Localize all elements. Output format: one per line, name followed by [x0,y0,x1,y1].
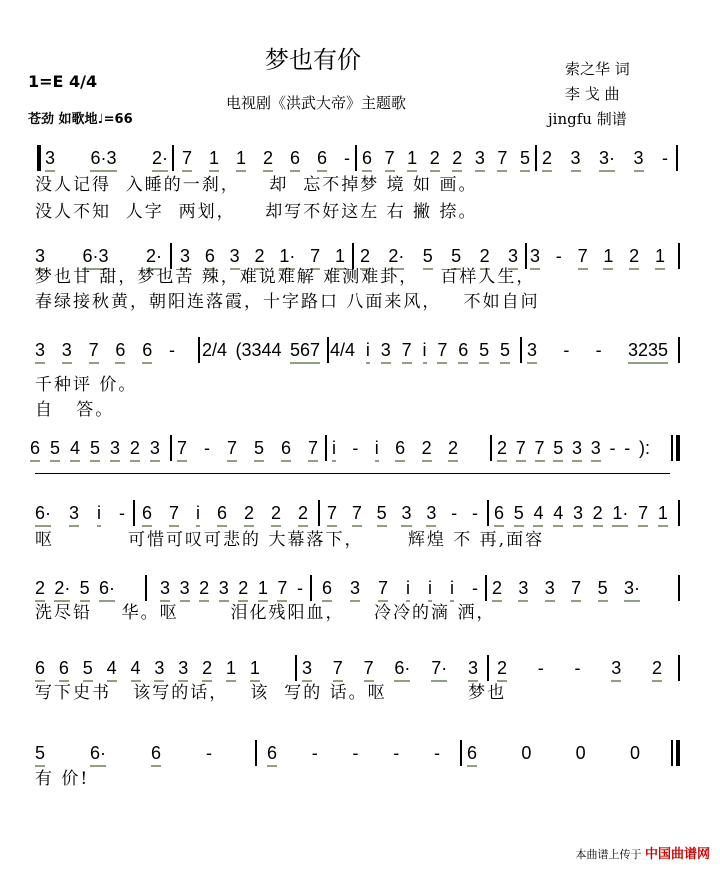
note: 7 [182,148,192,172]
note: 3 [230,246,240,270]
note: 2 [254,246,264,270]
note: 6 [281,438,291,462]
note: 3 [350,578,360,602]
note: 5 [377,503,387,527]
note: 7 [571,578,581,602]
measure [527,340,668,364]
note: - [624,438,631,458]
note: 7 [333,658,343,682]
note: 7 [638,503,648,527]
measure [267,743,440,767]
note: 6·3 [82,246,108,270]
note: 1 [655,246,665,270]
note: 4 [553,503,563,527]
note: 3 [62,340,72,364]
note: 2 [452,148,462,172]
note: 2· [146,246,162,270]
note: 1· [612,503,628,527]
note: 3 [545,578,555,602]
note: 2 [629,246,639,270]
note: 5 [451,246,461,270]
note: 3 [381,340,391,364]
note: 2 [202,658,212,682]
note: 6 [317,148,327,172]
note: 3 [475,148,485,172]
final-barline [671,435,673,461]
note: 7 [227,438,237,462]
site-logo[interactable]: 中国曲谱网 [644,847,710,862]
barline [460,740,462,766]
note: 7 [578,246,588,270]
note: 2 [263,148,273,172]
note: - [555,246,562,266]
note: 6 [59,658,69,682]
note: 3 [110,438,120,462]
note: 3 [591,438,601,462]
note: 5 [479,340,489,364]
measure [327,503,478,527]
note: 5 [50,438,60,462]
measure [142,503,308,527]
note: 6 [142,340,152,364]
note: 6 [205,246,215,270]
note: 6· [99,578,115,602]
note: 7 [169,503,179,527]
final-barline [671,740,673,766]
note: 7 [497,148,507,172]
barline [327,337,329,363]
note: 7 [516,438,526,462]
note: - [352,438,359,458]
lyric-line: 有 价! [35,769,90,789]
note: 7 [378,578,388,602]
note: 7 [385,148,395,172]
note: 2 [271,503,281,527]
note: 7 [327,503,337,527]
note: 5 [514,503,524,527]
note: 7 [277,578,287,602]
note: 3 [160,578,170,602]
note: 1 [236,148,246,172]
note: 2· [54,578,70,602]
note: 6 [458,340,468,364]
barline [198,337,200,363]
note: 1 [209,148,219,172]
note: 3· [624,578,640,602]
note: 1 [603,246,613,270]
note: 6·3 [90,148,116,172]
note: 3 [634,148,644,172]
measure [542,148,668,172]
note: 2· [152,148,168,172]
measure [332,438,458,462]
barline [678,655,680,681]
note: - [296,578,303,598]
note: 4/4 [330,340,356,360]
note: 2 [238,578,248,602]
tempo-marking: 苍劲 如歌地♩=66 [28,112,133,127]
note: 1 [226,658,236,682]
note: 7 [352,503,362,527]
barline [325,435,327,461]
note: 3 [518,578,528,602]
note: 3 [571,148,581,172]
measure [494,503,668,527]
barline [535,145,537,171]
barline [490,435,492,461]
note: 3 [150,438,160,462]
note: 7 [437,340,447,364]
note: - [662,148,668,168]
note: 3· [599,148,615,172]
note: 2 [593,503,603,527]
note: 6 [362,148,372,172]
measure [497,438,650,462]
note: i [332,438,336,462]
note: 2 [497,658,507,682]
barline [255,740,257,766]
note: 6· [35,503,51,527]
note: 5 [500,340,510,364]
measure [467,743,640,767]
note: 3 [611,658,621,682]
note: 4 [533,503,543,527]
note: 4 [131,658,141,682]
note: 3235 [628,340,668,364]
barline [678,575,680,601]
note: 6 [467,743,477,767]
note: - [595,340,602,360]
note: 3 [180,246,190,270]
note: 4 [107,658,117,682]
note: 7· [431,658,447,682]
measure [362,148,530,172]
note: 6 [115,340,125,364]
lyric-line: 梦也甘 甜，梦也苦 辣，难说难解 难测难卦， 百样人生， [35,267,536,287]
note: 6 [151,743,161,767]
note: 2 [652,658,662,682]
note: 5 [598,578,608,602]
note: 6 [30,438,40,462]
lyric-line: 没人记得 入睡的一刹， 却 忘不掉梦 境 如 画。 [35,175,478,195]
note: (3344 [235,340,282,360]
note: - [344,148,350,168]
note: 3 [302,658,312,682]
note: 5 [90,438,100,462]
key-signature: 1=E 4/4 [28,72,98,91]
note: 567 [290,340,320,364]
note: - [574,658,581,678]
measure [492,578,640,602]
note: 5 [254,438,264,462]
note: - [471,503,478,523]
note: i [366,340,370,364]
lyric-line: 写下史书 该写的话， 该 写的 话。呕 梦也 [35,683,507,703]
note: 5 [80,578,90,602]
note: 2 [422,438,432,462]
note: - [352,743,359,763]
note: - [537,658,544,678]
note: - [563,340,570,360]
barline [170,435,172,461]
barline [133,500,135,526]
measure [35,503,125,527]
measure [497,658,662,682]
note: 7 [310,246,320,270]
measure [30,438,160,462]
note: 2 [492,578,502,602]
lyric-line: 呕 可惜可叹可悲的 大幕落下， 辉煌 不 再,面容 [35,530,545,550]
note: 0 [575,743,586,763]
note: - [204,438,210,458]
note: 1 [407,148,417,172]
note: i [196,503,200,527]
arranger-credit: jingfu 制谱 [548,110,627,128]
note: - [206,743,212,763]
note: 3 [178,658,188,682]
note: - [393,743,400,763]
note: 4 [70,438,80,462]
song-title: 梦也有价 [265,46,361,74]
note: - [433,743,440,763]
note: 7 [308,438,318,462]
note: 7 [402,340,412,364]
note: - [451,503,458,523]
barline [172,145,174,171]
note: 6 [395,438,405,462]
note: - [168,340,175,360]
note: 7 [535,438,545,462]
final-barline [676,740,680,766]
note: 6 [290,148,300,172]
note: 5 [423,246,433,270]
footer-text: 本曲谱上传于 [575,848,642,861]
measure [35,340,175,364]
note: 3 [426,503,436,527]
note: 1· [279,246,295,270]
note: 2 [430,148,440,172]
lyric-line: 洗尽铅 华。呕 泪化残阳血， 冷冷的滴 洒， [35,603,496,623]
note: i [423,340,427,364]
composer-credit: 李 戈 曲 [565,85,620,103]
lyricist-credit: 索之华 词 [565,60,630,78]
footer [575,843,710,862]
note: 3 [180,578,190,602]
note: 1 [658,503,668,527]
repeat-start-barline [37,145,41,171]
note: 6 [267,743,277,767]
note: i [406,578,410,602]
note: 3 [45,148,55,172]
note: 3 [154,658,164,682]
note: 3 [219,578,229,602]
note: 5 [553,438,563,462]
note: 2 [244,503,254,527]
note: - [311,743,318,763]
note: 3 [508,246,518,270]
measure [177,438,318,462]
measure [45,148,168,172]
note: 6 [494,503,504,527]
note: 6· [394,658,410,682]
note: 1 [335,246,345,270]
note: 3 [401,503,411,527]
note: 3 [35,246,45,270]
barline [676,145,678,171]
note: 2 [448,438,458,462]
note: 0 [521,743,532,763]
note: 3 [572,438,582,462]
lyric-line: 自 答。 [35,400,115,420]
note: 2 [480,246,490,270]
note: i [428,578,432,602]
subtitle: 电视剧《洪武大帝》主题歌 [226,94,407,112]
note: 6 [217,503,227,527]
note: - [118,503,125,523]
note: i [97,503,101,527]
note: 2/4 [202,340,228,360]
barline [355,145,357,171]
measure [182,148,350,172]
lyric-line: 春绿接秋黄，朝阳连落霞，十字路口 八面来风， 不如自问 [35,292,540,312]
note: 1 [258,578,268,602]
lyric-line: 千种评 价。 [35,375,138,395]
note: 2 [542,148,552,172]
note: - [471,578,478,598]
lyric-line: 没人不知 人字 两划， 却写不好这左 右 撇 捺。 [35,202,478,222]
note: 3 [468,658,478,682]
barline [487,500,489,526]
measure [202,340,320,364]
note: i [450,578,454,602]
barline [678,500,680,526]
note: 6· [90,743,106,767]
note: 3 [69,503,79,527]
final-barline [676,435,680,461]
note: 2 [360,246,370,270]
volta-line [35,473,670,474]
note: - [609,438,616,458]
note: 6 [142,503,152,527]
note: i [375,438,379,462]
measure [330,340,510,364]
measure [530,246,665,270]
note: 3 [530,246,540,270]
note: 2· [388,246,404,270]
note: 2 [497,438,507,462]
note: 5 [83,658,93,682]
note: 3 [35,340,45,364]
note: 7 [89,340,99,364]
barline [678,243,680,269]
note: 1 [250,658,260,682]
note: 0 [629,743,640,763]
note: 7 [177,438,187,462]
barline [318,500,320,526]
barline [678,337,680,363]
note: 5 [35,743,45,767]
note: 2 [35,578,45,602]
barline [520,337,522,363]
note: 7 [364,658,374,682]
note: 5 [520,148,530,172]
note: 6 [35,658,45,682]
note: 2 [298,503,308,527]
note: 6 [322,578,332,602]
note: 2 [130,438,140,462]
note: 2 [199,578,209,602]
note: ): [638,438,650,458]
note: 3 [527,340,537,364]
note: 3 [573,503,583,527]
